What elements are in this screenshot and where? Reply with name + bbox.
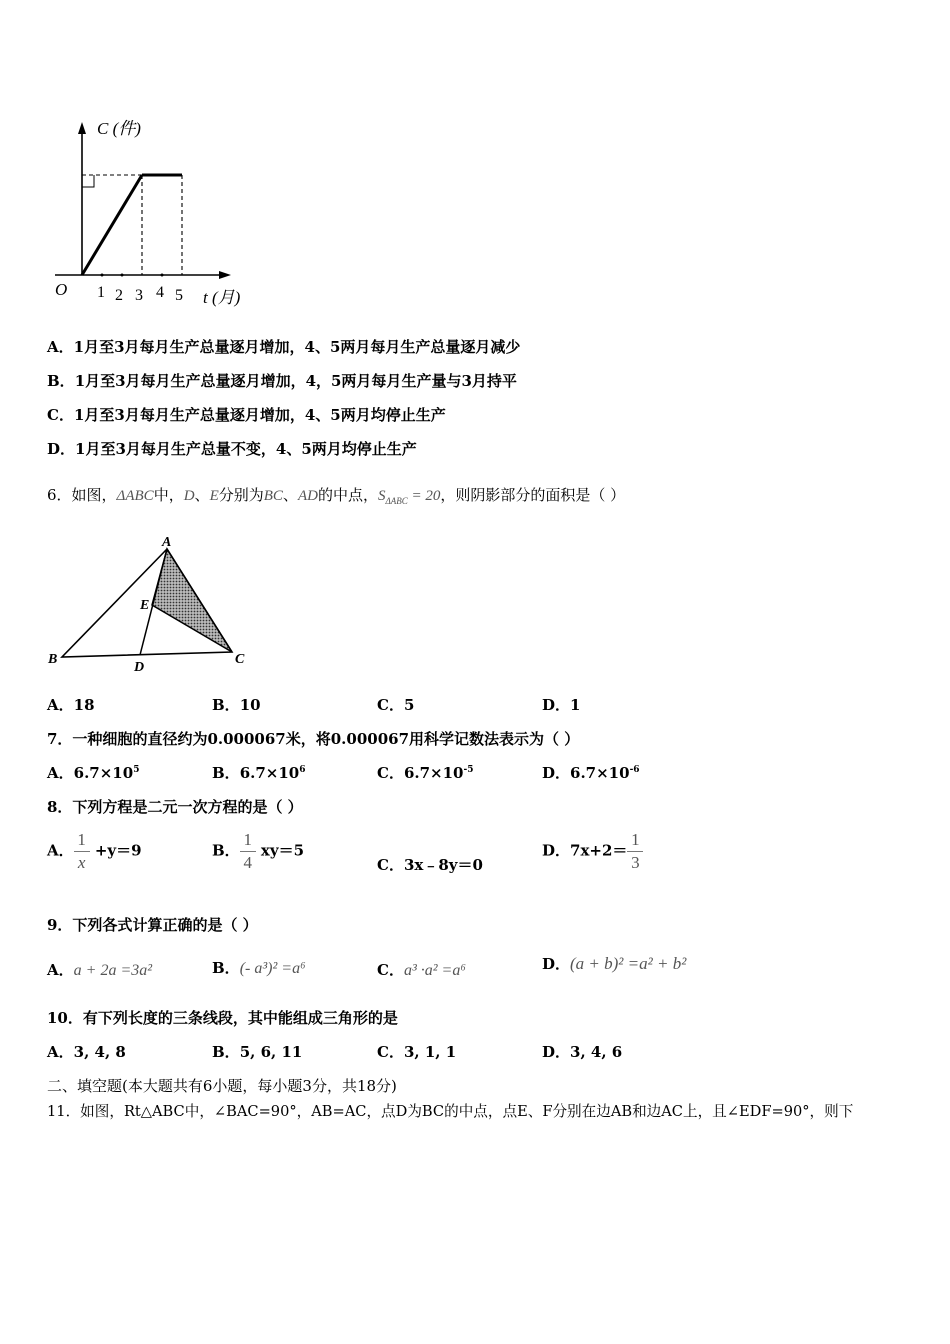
q9-option-d: D．(a + b)² =a² + b² [542, 954, 687, 973]
q9-option-c: C．a³ ·a² =a⁶ [377, 961, 466, 979]
q9-stem: 9．下列各式计算正确的是（ ） [47, 916, 258, 934]
q8-option-b: B．$\frac{1}{4} xy=5$ [212, 830, 305, 872]
q10-option-a: A．3, 4, 8 [47, 1043, 126, 1061]
y-axis-label: C (件) [97, 119, 141, 138]
q5-option-c: C．1月至3月每月生产总量逐月增加，4、5两月均停止生产 [47, 406, 446, 424]
origin-label: O [55, 280, 68, 299]
section-heading: 二、填空题(本大题共有6小题，每小题3分，共18分) [47, 1077, 397, 1095]
q6-stem: 6．如图，ΔABC中，D、E分别为BC、AD的中点，$S_{\Delta ABC} = 20$，则阴影部分的面积是（ ） [47, 486, 626, 506]
q9-option-a: A．a + 2a =3a² [47, 961, 153, 979]
q7-option-c: C．$6.7\times 10^{-5}$ [377, 764, 474, 782]
q8-option-c: C．3x﹣8y＝0 [377, 856, 483, 874]
x-tick-5: 5 [175, 287, 183, 304]
q10-stem: 10．有下列长度的三条线段，其中能组成三角形的是 [47, 1009, 398, 1027]
triangle-figure [40, 532, 260, 682]
q10-option-c: C．3, 1, 1 [377, 1043, 457, 1061]
y-axis-arrow [78, 122, 86, 134]
shaded-triangle-aec [152, 549, 232, 652]
fraction-1-over-3: $\frac{1}{3}$ [627, 830, 643, 873]
label-a: A [162, 535, 172, 550]
x-axis-label: t (月) [203, 288, 241, 307]
label-d: D [134, 660, 145, 675]
x-tick-2: 2 [115, 287, 123, 304]
q6-option-a: A．18 [47, 696, 95, 714]
q6-option-c: C．5 [377, 696, 415, 714]
q7-option-a: A．$6.7\times 10^5$ [47, 764, 140, 782]
small-square [82, 175, 94, 187]
q7-option-b: B．$6.7\times 10^6$ [212, 764, 306, 782]
x-tick-3: 3 [135, 287, 143, 304]
q9-option-b: B．(- a³)² =a⁶ [212, 959, 306, 977]
q8-option-a: A．$\frac{1}{x} +y=9$ [47, 830, 142, 872]
production-graph [45, 110, 275, 315]
q6-option-d: D．1 [542, 696, 581, 714]
q7-option-d: D．$6.7\times 10^{-6}$ [542, 764, 640, 782]
q10-option-d: D．3, 4, 6 [542, 1043, 623, 1061]
q7-stem: 7．一种细胞的直径约为0.000067米，将0.000067用科学记数法表示为（ ） [47, 730, 580, 748]
q10-option-b: B．5, 6, 11 [212, 1043, 303, 1061]
q5-option-a: A．1月至3月每月生产总量逐月增加，4、5两月每月生产总量逐月减少 [47, 338, 521, 356]
q8-stem: 8．下列方程是二元一次方程的是（ ） [47, 798, 303, 816]
fraction-1-over-x: $\frac{1}{x}$ [74, 830, 90, 873]
label-e: E [140, 598, 150, 613]
fraction-1-over-4: $\frac{1}{4}$ [240, 830, 256, 873]
rising-segment [82, 175, 142, 275]
label-b: B [48, 652, 58, 667]
x-tick-4: 4 [156, 284, 164, 301]
q8-option-d: D．$7x+2=\frac{1}{3}$ [542, 830, 643, 873]
q5-option-b: B．1月至3月每月生产总量逐月增加，4，5两月每月生产量与3月持平 [47, 372, 517, 390]
x-axis-arrow [219, 271, 231, 279]
x-tick-1: 1 [97, 284, 105, 301]
label-c: C [235, 652, 245, 667]
q6-option-b: B．10 [212, 696, 261, 714]
q5-option-d: D．1月至3月每月生产总量不变，4、5两月均停止生产 [47, 440, 417, 458]
q11-stem: 11．如图，Rt△ABC中，∠BAC=90°，AB=AC，点D为BC的中点，点E、F分别在边AB和边AC上，且∠EDF=90°，则下 [47, 1103, 854, 1120]
